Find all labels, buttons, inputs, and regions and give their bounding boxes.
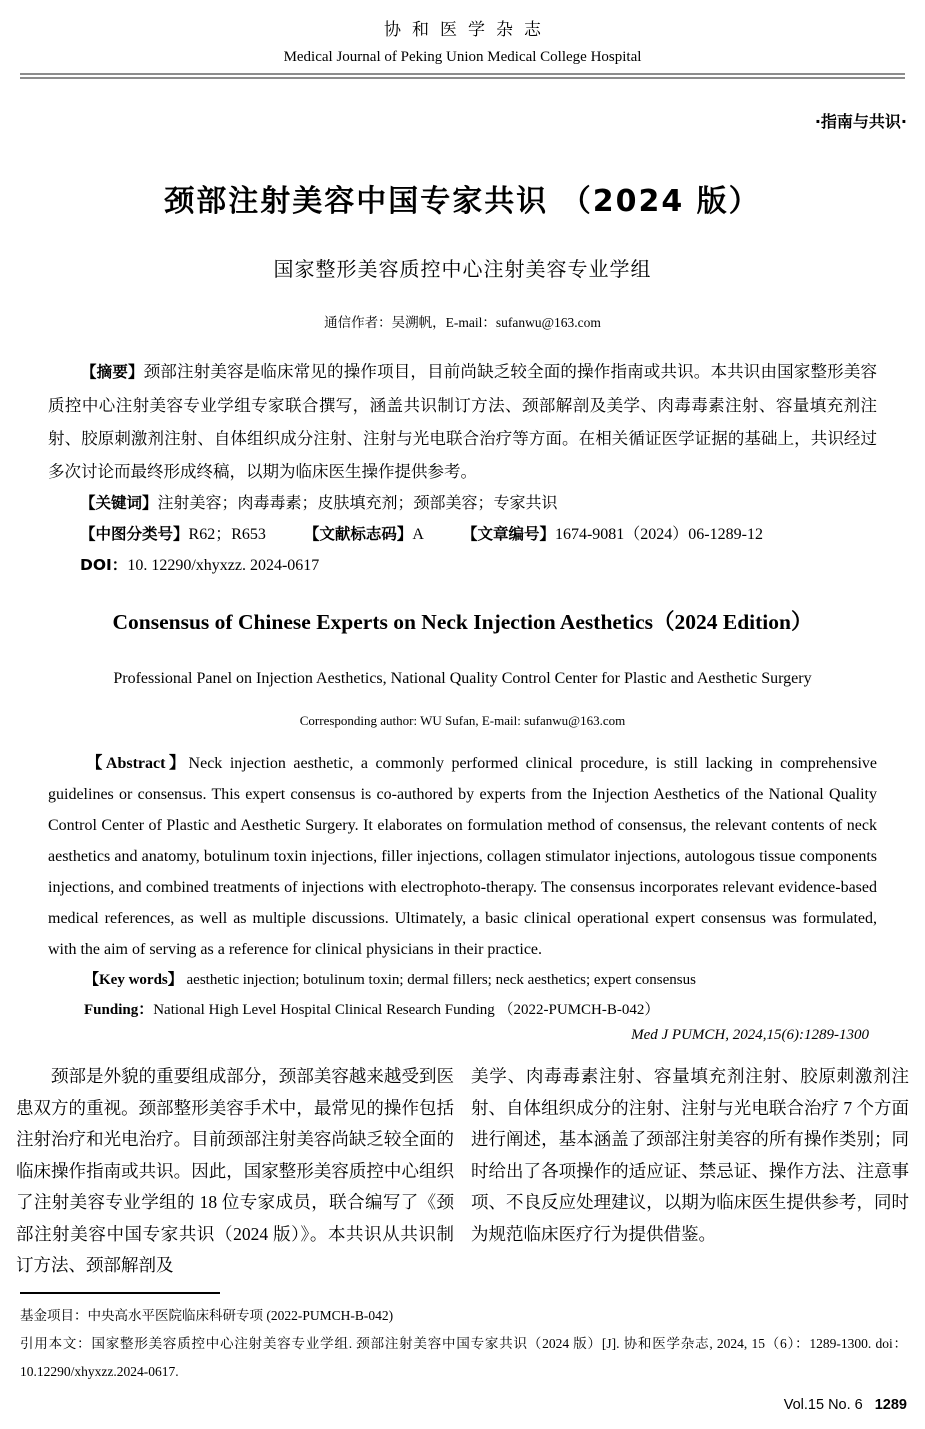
header-divider: [20, 73, 905, 79]
doc-code-segment: [304, 526, 424, 543]
page-number: 1289: [874, 1397, 907, 1413]
footnote-funding-label: 基金项目：: [20, 1307, 88, 1323]
body-paragraph-left: 颈部是外貌的重要组成部分，颈部美容越来越受到医患双方的重视。颈部整形美容手术中，最常见的操作包括注射治疗和光电治疗。目前颈部注射美容尚缺乏较全面的临床操作指南或共识。因此，国家整形美容质控中心组织了注射美容专业学组的 18 位专家成员，联合编写了《颈部注射美容中国专家共识（2024 版）》。本共识从共识制订方法、颈部解剖及: [16, 1066, 454, 1275]
footnote-citation: [20, 1330, 907, 1386]
funding-line-en: [48, 995, 877, 1025]
doc-code-value: A: [412, 526, 424, 543]
page-footer: [784, 1397, 907, 1413]
funding-en-text: National High Level Hospital Clinical Research Funding （2022-PUMCH-B-042）: [153, 1002, 660, 1018]
footnote-funding: [20, 1302, 907, 1330]
article-id-value: 1674-9081（2024）06-1289-12: [554, 526, 763, 543]
doc-code-label: 【文献标志码】: [303, 525, 413, 543]
clc-value: R62；R653: [188, 526, 266, 543]
doi-line: [48, 550, 877, 581]
classification-line: [48, 519, 877, 550]
abstract-cn: [48, 355, 877, 488]
article-id-segment: [462, 526, 763, 543]
article-id-label: 【文章编号】: [461, 525, 555, 543]
body-column-right: [471, 1061, 909, 1282]
abstract-cn-text: 颈部注射美容是临床常见的操作项目，目前尚缺乏较全面的操作指南或共识。本共识由国家整形美容质控中心注射美容专业学组专家联合撰写，涵盖共识制订方法、颈部解剖及美学、肉毒毒素注射、容量填充剂注射、胶原刺激剂注射、自体组织成分注射、注射与光电联合治疗等方面。在相关循证医学证据的基础上，共识经过多次讨论而最终形成终稿，以期为临床医生操作提供参考。: [48, 362, 877, 481]
clc-segment: [80, 526, 266, 543]
footnote-funding-text: 中央高水平医院临床科研专项 (2022-PUMCH-B-042): [87, 1307, 394, 1323]
footnotes: [20, 1302, 907, 1386]
front-matter-en: [48, 748, 877, 1044]
section-tag: ·指南与共识·: [814, 112, 907, 131]
article-title-cn: 颈部注射美容中国专家共识 （2024 版）: [164, 184, 761, 219]
doi-value: 10. 12290/xhyxzz. 2024-0617: [127, 557, 320, 574]
affiliation-en: Professional Panel on Injection Aesthetics, National Quality Control Center for Plastic and Aesthetic Surgery: [113, 670, 812, 687]
keywords-cn-text: 注射美容；肉毒毒素；皮肤填充剂；颈部美容；专家共识: [157, 495, 558, 512]
funding-en-label: Funding：: [84, 1002, 154, 1018]
front-matter-cn: [48, 355, 877, 581]
footnote-divider: [20, 1292, 220, 1294]
clc-label: 【中图分类号】: [80, 525, 189, 543]
keywords-en-text: aesthetic injection; botulinum toxin; dermal fillers; neck aesthetics; expert consensus: [186, 972, 696, 988]
keywords-cn-label: 【关键词】: [80, 494, 158, 512]
doi-label: DOI：: [80, 556, 128, 574]
corresponding-author-en: Corresponding author: WU Sufan, E-mail: sufanwu@163.com: [299, 713, 626, 728]
abstract-cn-label: 【摘要】: [81, 363, 144, 381]
abstract-en: [48, 748, 877, 965]
journal-name-en: Medical Journal of Peking Union Medical College Hospital: [283, 49, 642, 65]
corresponding-author-cn: 通信作者：吴溯帆，E-mail：sufanwu@163.com: [324, 315, 601, 330]
body-column-left: [16, 1061, 454, 1282]
volume-issue: Vol.15 No. 6: [783, 1397, 863, 1413]
footnote-citation-text: 国家整形美容质控中心注射美容专业学组. 颈部注射美容中国专家共识（2024 版）[J]. 协和医学杂志, 2024, 15（6）：1289-1300. doi：10.12290/xhyxzz.2024-0617.: [20, 1335, 907, 1379]
keywords-line-cn: [48, 488, 877, 519]
footnote-citation-label: 引用本文：: [20, 1335, 92, 1351]
body-paragraph-right: 美学、肉毒毒素注射、容量填充剂注射、胶原刺激剂注射、自体组织成分的注射、注射与光电联合治疗 7 个方面进行阐述，基本涵盖了颈部注射美容的所有操作类别；同时给出了各项操作的适应证、禁忌证、操作方法、注意事项、不良反应处理建议，以期为临床医生提供参考，同时为规范临床医疗行为提供借鉴。: [471, 1066, 909, 1244]
abstract-en-text: Neck injection aesthetic, a commonly performed clinical procedure, is still lacking in comprehensive guidelines or consensus. This expert consensus is co-authored by experts from the Injection Aesthetics of the National Quality Control Center of Plastic and Aesthetic Surgery. It elaborates on formulation method of consensus, the relevant contents of neck aesthetics and anatomy, botulinum toxin injections, filler injections, collagen stimulator injections, autologous tissue components injections, and combined treatments of injections with electrophoto-therapy. The consensus incorporates relevant evidence-based medical references, as well as multiple discussions. Ultimately, a basic clinical operational expert consensus was formulated, with the aim of serving as a reference for clinical physicians in their practice.: [48, 755, 877, 958]
abstract-en-label: 【Abstract】: [86, 755, 189, 772]
affiliation-cn: 国家整形美容质控中心注射美容专业学组: [273, 259, 652, 281]
journal-name-cn: 协和医学杂志: [384, 20, 552, 39]
article-title-en: Consensus of Chinese Experts on Neck Injection Aesthetics（2024 Edition）: [112, 610, 813, 634]
keywords-line-en: [48, 965, 877, 995]
journal-citation: Med J PUMCH, 2024,15(6):1289-1300: [631, 1027, 869, 1043]
keywords-en-label: 【Key words】: [84, 972, 183, 988]
body-columns: [16, 1061, 909, 1282]
